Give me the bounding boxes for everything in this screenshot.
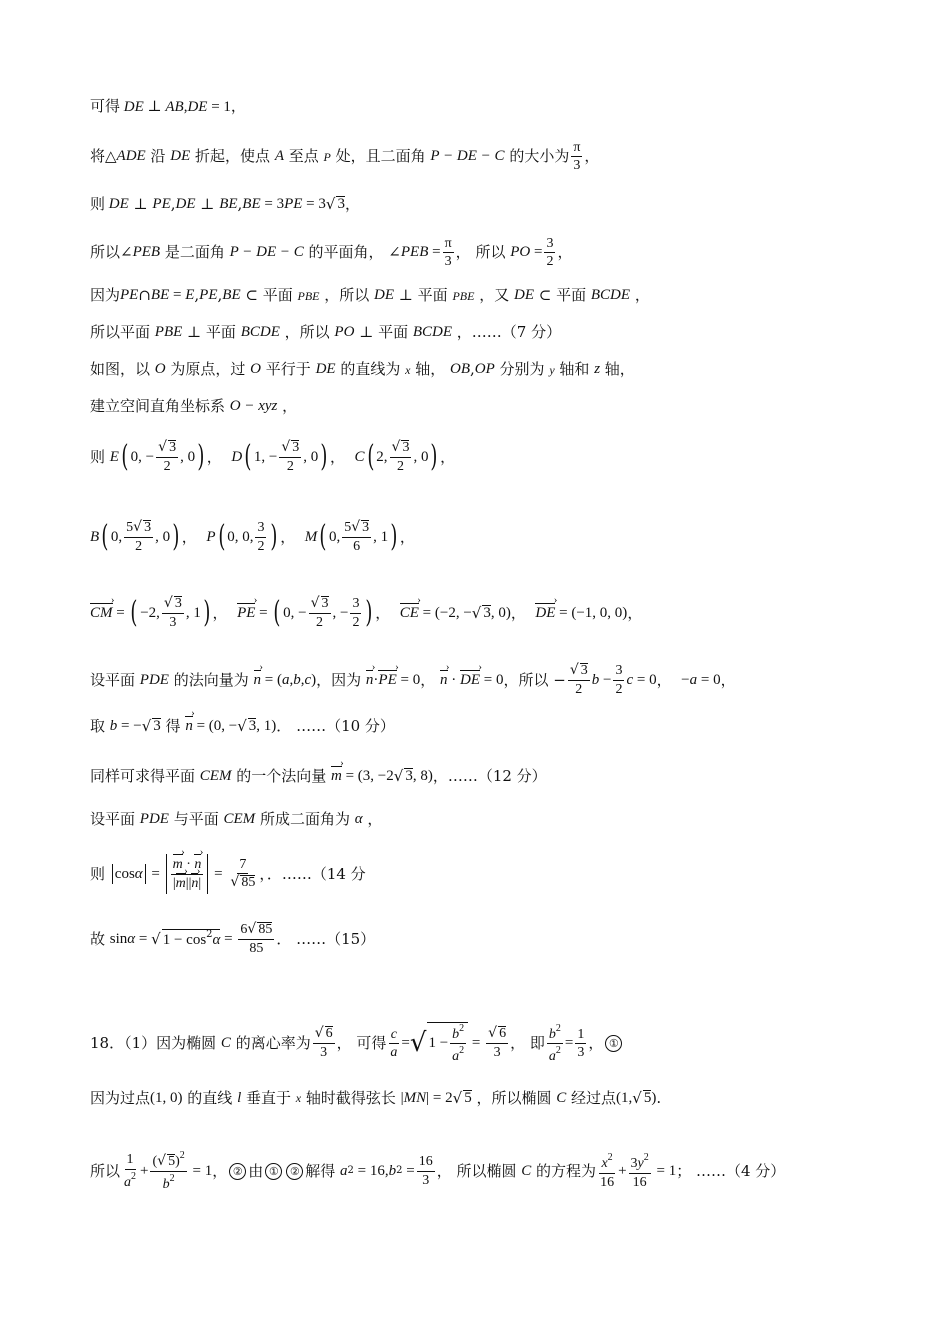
circle-mark-2: ② <box>229 1163 246 1180</box>
text-line-10: B ( 0, $\frac{5√ 3}{2}$ , 0 ) ， P ( 0, 0, $\frac{3}{2}$ ) ， M ( 0, $\frac{5√ 3}{6}$ , 1 ) ， <box>90 519 415 555</box>
text-line-7: 如图，以 O 为原点，过 O 平行于 DE 的直线为 x 轴， OB , OP 分别为 y 轴和 z 轴， <box>90 360 635 378</box>
text-line-12: 设平面 PDE 的法向量为 n › = ( a , b , c ) ，因为 n › · PE › = 0 ， n › · DE › = 0 ，所以 − $\frac{√ 3}{2}$ b − $\frac{3}{2}$ c = 0 ， − a = 0 ， <box>90 663 910 697</box>
text-line-18: 18．（1）因为椭圆 C 的离心率为 $\frac{√ 6}{3}$ ， 可得 $\frac{c}{a}$ = √ 1 − $\frac{b^2}{a^2}$ = $\frac{√ 6}{3}$ ， 即 $\frac{b^2}{a^2}$ = $\frac{1}{3}$ ， ① <box>90 1022 910 1065</box>
text-line-3: 则 DE ⊥ PE , DE ⊥ BE , BE = 3 PE = 3 √ 3 ， <box>90 194 360 213</box>
text-line-8: 建立空间直角坐标系 O − xyz ， <box>90 397 298 415</box>
text-line-14: 同样可求得平面 CEM 的一个法向量 m › = (3, −2 √ 3 , 8) ，……（12 分） <box>90 768 910 785</box>
text-line-19: 因为过点 (1, 0) 的直线 l 垂直于 x 轴时截得弦长 | MN | = 2 √ 5 ，所以椭圆 C 经过点 (1, √ 5 ) . <box>90 1088 662 1107</box>
text-line-6: 所以平面 PBE ⊥ 平面 BCDE ，所以 PO ⊥ 平面 BCDE ，……（7 分） <box>90 323 562 341</box>
text-line-11: CM › = ( −2, $\frac{√ 3}{3}$ , 1 ) ， PE › = ( 0, − $\frac{√ 3}{2}$ , − $\frac{3}{2}$ ) ， CE › = (−2, − √ 3 , 0) ， DE › = (−1, 0, 0) ， <box>90 596 910 630</box>
text-line-17: 故 sin α = √ $1 - \cos^2\alpha$ = $\frac{6√ 85}{85}$ ． ……（15） <box>90 921 376 956</box>
circle-mark-1b: ① <box>265 1163 282 1180</box>
text-line-16: 则 cos α = $\frac{m › \cdot n ›}{|m ›||n ›|}$ = $\frac{7}{√ 85}$ ，．……（14 分 <box>90 854 910 894</box>
text-line-13: 取 b = − √ 3 得 n › = (0, − √ 3 , 1) ． ……（10 分） <box>90 718 910 735</box>
text-line-20: 所以 $\frac{1}{a^2}$ + $\frac{(√ 5)^2}{b^2}$ = 1 ， ② 由 ① ② 解得 a 2 = 16, b 2 = $\frac{16}{3}$ ， 所以椭圆 C 的方程为 $\frac{x^2}{16}$ + $\frac{3y^2}{16}$ = 1 ； ……（4 分） <box>90 1150 786 1192</box>
text-line-9: 则 E ( 0, − $\frac{√ 3}{2}$ , 0 ) ， D ( 1, − $\frac{√ 3}{2}$ , 0 ) ， C ( 2, $\frac{√ 3}{2}$ , 0 ) ， <box>90 439 456 475</box>
text-line-1: 可得 DE ⊥ AB , DE = 1， <box>90 99 246 115</box>
text-line-5: 因为 PE ∩ BE = E , PE , BE ⊂ 平面 PBE ，所以 DE ⊥ 平面 PBE ，又 DE ⊂ 平面 BCDE ， <box>90 286 650 304</box>
circle-mark-1: ① <box>605 1035 622 1052</box>
text-line-4: 所以∠ PEB 是二面角 P − DE − C 的平面角， ∠ PEB = $\frac{\pi}{3}$ ， 所以 PO = $\frac{3}{2}$ ， <box>90 236 573 270</box>
text-line-2: 将△ ADE 沿 DE 折起，使点 A 至点 P 处，且二面角 P − DE − C 的大小为 $\frac{\pi}{3}$ ， <box>90 140 600 174</box>
circle-mark-2b: ② <box>286 1163 303 1180</box>
text-line-15: 设平面 PDE 与平面 CEM 所成二面角为 α ， <box>90 810 383 828</box>
